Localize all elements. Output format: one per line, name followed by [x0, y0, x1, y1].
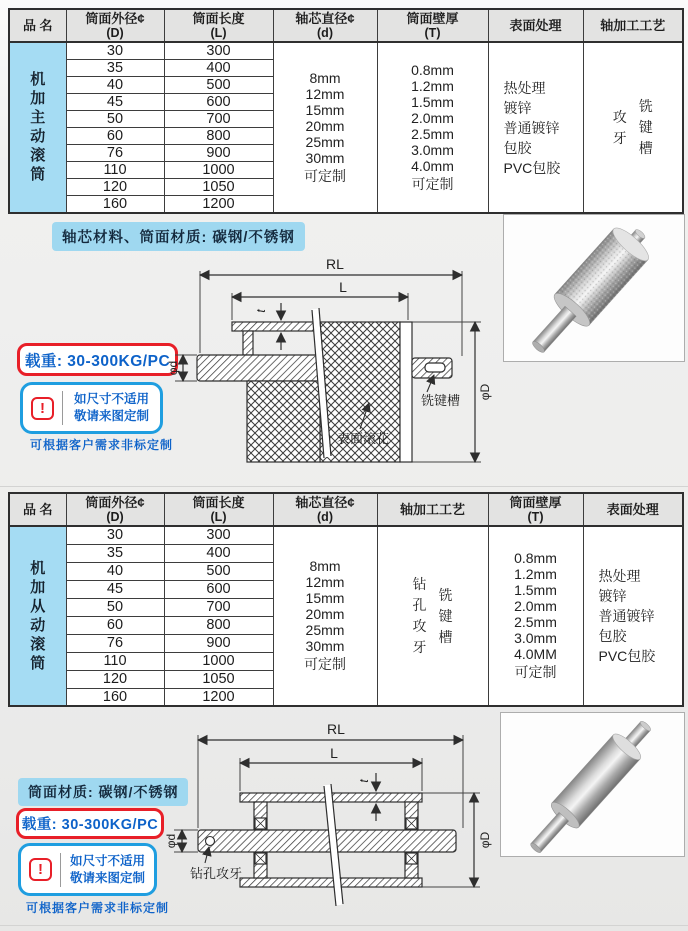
- load-capacity-text-1: 载重: 30-300KG/PC: [24, 352, 171, 370]
- custom-size-note-text-2: 如尺寸不适用 敬请来图定制: [69, 853, 145, 885]
- technical-drawing-idler-roller: [158, 715, 498, 927]
- column-header-4: 轴加工工艺: [377, 493, 488, 526]
- exclamation-icon: !: [29, 858, 52, 881]
- knurl-label: 表面滚花: [336, 431, 390, 446]
- product-name-cell: 机 加 从 动 滚 筒: [9, 526, 66, 706]
- table-row: [9, 526, 683, 544]
- cell-outer-diameter: 40: [66, 562, 164, 580]
- cell-shaft-processes: 钻 孔 攻 牙 铣 键 槽: [377, 526, 488, 706]
- column-header-6: 轴加工工艺: [583, 9, 683, 42]
- product-name-cell: 机 加 主 动 滚 筒: [9, 42, 66, 213]
- column-header-2: 筒面长度 (L): [164, 9, 273, 42]
- cell-outer-diameter: 45: [66, 94, 164, 111]
- dim-label-l-1: L: [339, 279, 347, 295]
- cell-length: 1050: [164, 179, 273, 196]
- product-photo-box-1: [503, 214, 685, 362]
- column-header-1: 筒面外径¢ (D): [66, 9, 164, 42]
- cell-length: 500: [164, 562, 273, 580]
- column-header-2: 筒面长度 (L): [164, 493, 273, 526]
- column-header-1: 筒面外径¢ (D): [66, 493, 164, 526]
- dim-label-rl-2: RL: [327, 721, 345, 737]
- cell-outer-diameter: 160: [66, 688, 164, 706]
- load-capacity-badge-2: [16, 808, 164, 839]
- column-header-3: 轴芯直径¢ (d): [273, 9, 377, 42]
- cell-outer-diameter: 30: [66, 526, 164, 544]
- cell-length: 800: [164, 128, 273, 145]
- cell-outer-diameter: 35: [66, 544, 164, 562]
- load-capacity-badge-1: [17, 343, 178, 376]
- column-header-5: 筒面壁厚 (T): [488, 493, 583, 526]
- material-note-badge-1: 轴芯材料、筒面材质: 碳钢/不锈钢: [52, 222, 305, 251]
- cell-surface-treatments: 热处理 镀锌 普通镀锌 包胶 PVC包胶: [488, 42, 583, 213]
- vertical-divider: [60, 853, 61, 887]
- cell-outer-diameter: 120: [66, 670, 164, 688]
- cell-length: 700: [164, 598, 273, 616]
- cell-outer-diameter: 60: [66, 616, 164, 634]
- keyway-label: 铣键槽: [421, 393, 461, 408]
- table-row: [9, 42, 683, 60]
- technical-drawing-driven-roller: [163, 253, 503, 468]
- cell-outer-diameter: 45: [66, 580, 164, 598]
- cell-length: 1200: [164, 688, 273, 706]
- material-note-badge-2: 筒面材质: 碳钢/不锈钢: [18, 778, 188, 806]
- column-header-3: 轴芯直径¢ (d): [273, 493, 377, 526]
- column-header-0: 品 名: [9, 9, 66, 42]
- cell-outer-diameter: 35: [66, 60, 164, 77]
- vertical-divider: [62, 391, 63, 425]
- dim-label-phi-D-2: φD: [478, 831, 492, 849]
- cell-outer-diameter: 76: [66, 145, 164, 162]
- dim-label-phi-d-2: φd: [164, 833, 178, 849]
- cell-length: 800: [164, 616, 273, 634]
- spec-table-idler-roller: [8, 492, 684, 707]
- cell-length: 300: [164, 526, 273, 544]
- cell-length: 300: [164, 42, 273, 60]
- cell-length: 900: [164, 634, 273, 652]
- section-divider: [0, 486, 688, 487]
- column-header-6: 表面处理: [583, 493, 683, 526]
- cell-length: 400: [164, 544, 273, 562]
- cell-length: 1000: [164, 652, 273, 670]
- drill-tap-label: 钻孔攻牙: [189, 866, 243, 881]
- cell-outer-diameter: 160: [66, 196, 164, 214]
- roller-photo-1: [504, 215, 686, 363]
- cell-outer-diameter: 50: [66, 111, 164, 128]
- cell-length: 900: [164, 145, 273, 162]
- column-header-5: 表面处理: [488, 9, 583, 42]
- custom-size-note-text-1: 如尺寸不适用 敬请来图定制: [73, 392, 149, 423]
- cell-length: 700: [164, 111, 273, 128]
- cell-outer-diameter: 30: [66, 42, 164, 60]
- dim-label-phi-d-1: φd: [166, 360, 180, 376]
- load-capacity-text-2: 载重: 30-300KG/PC: [21, 817, 159, 833]
- dim-label-rl-1: RL: [326, 256, 344, 272]
- cell-length: 1000: [164, 162, 273, 179]
- custom-footnote-2: 可根据客户需求非标定制: [26, 901, 170, 915]
- custom-size-note-box-1: [20, 382, 163, 434]
- cell-outer-diameter: 40: [66, 77, 164, 94]
- cell-outer-diameter: 76: [66, 634, 164, 652]
- cell-wall-thicknesses: 0.8mm 1.2mm 1.5mm 2.0mm 2.5mm 3.0mm 4.0MM 可定制: [488, 526, 583, 706]
- column-header-0: 品 名: [9, 493, 66, 526]
- dim-label-t-1: t: [254, 309, 268, 313]
- dim-label-t-2: t: [357, 779, 371, 783]
- cell-length: 500: [164, 77, 273, 94]
- cell-length: 400: [164, 60, 273, 77]
- cell-outer-diameter: 60: [66, 128, 164, 145]
- cell-outer-diameter: 110: [66, 652, 164, 670]
- cell-length: 1050: [164, 670, 273, 688]
- cell-outer-diameter: 120: [66, 179, 164, 196]
- cell-shaft-diameters: 8mm 12mm 15mm 20mm 25mm 30mm 可定制: [273, 526, 377, 706]
- product-photo-box-2: [500, 712, 685, 857]
- cell-shaft-diameters: 8mm 12mm 15mm 20mm 25mm 30mm 可定制: [273, 42, 377, 213]
- column-header-4: 筒面壁厚 (T): [377, 9, 488, 42]
- cell-shaft-processes: 攻 牙 铣 键 槽: [583, 42, 683, 213]
- dim-label-phi-D-1: φD: [478, 383, 492, 401]
- cell-surface-treatments: 热处理 镀锌 普通镀锌 包胶 PVC包胶: [583, 526, 683, 706]
- cell-length: 1200: [164, 196, 273, 214]
- custom-size-note-box-2: [18, 843, 157, 896]
- cell-wall-thicknesses: 0.8mm 1.2mm 1.5mm 2.0mm 2.5mm 3.0mm 4.0mm 可定制: [377, 42, 488, 213]
- exclamation-icon: !: [31, 397, 54, 420]
- cell-outer-diameter: 50: [66, 598, 164, 616]
- cell-outer-diameter: 110: [66, 162, 164, 179]
- cell-length: 600: [164, 94, 273, 111]
- cell-length: 600: [164, 580, 273, 598]
- spec-table-driven-roller: [8, 8, 684, 214]
- custom-footnote-1: 可根据客户需求非标定制: [30, 438, 174, 452]
- dim-label-l-2: L: [330, 745, 338, 761]
- bottom-divider: [0, 925, 688, 926]
- roller-photo-2: [501, 713, 686, 858]
